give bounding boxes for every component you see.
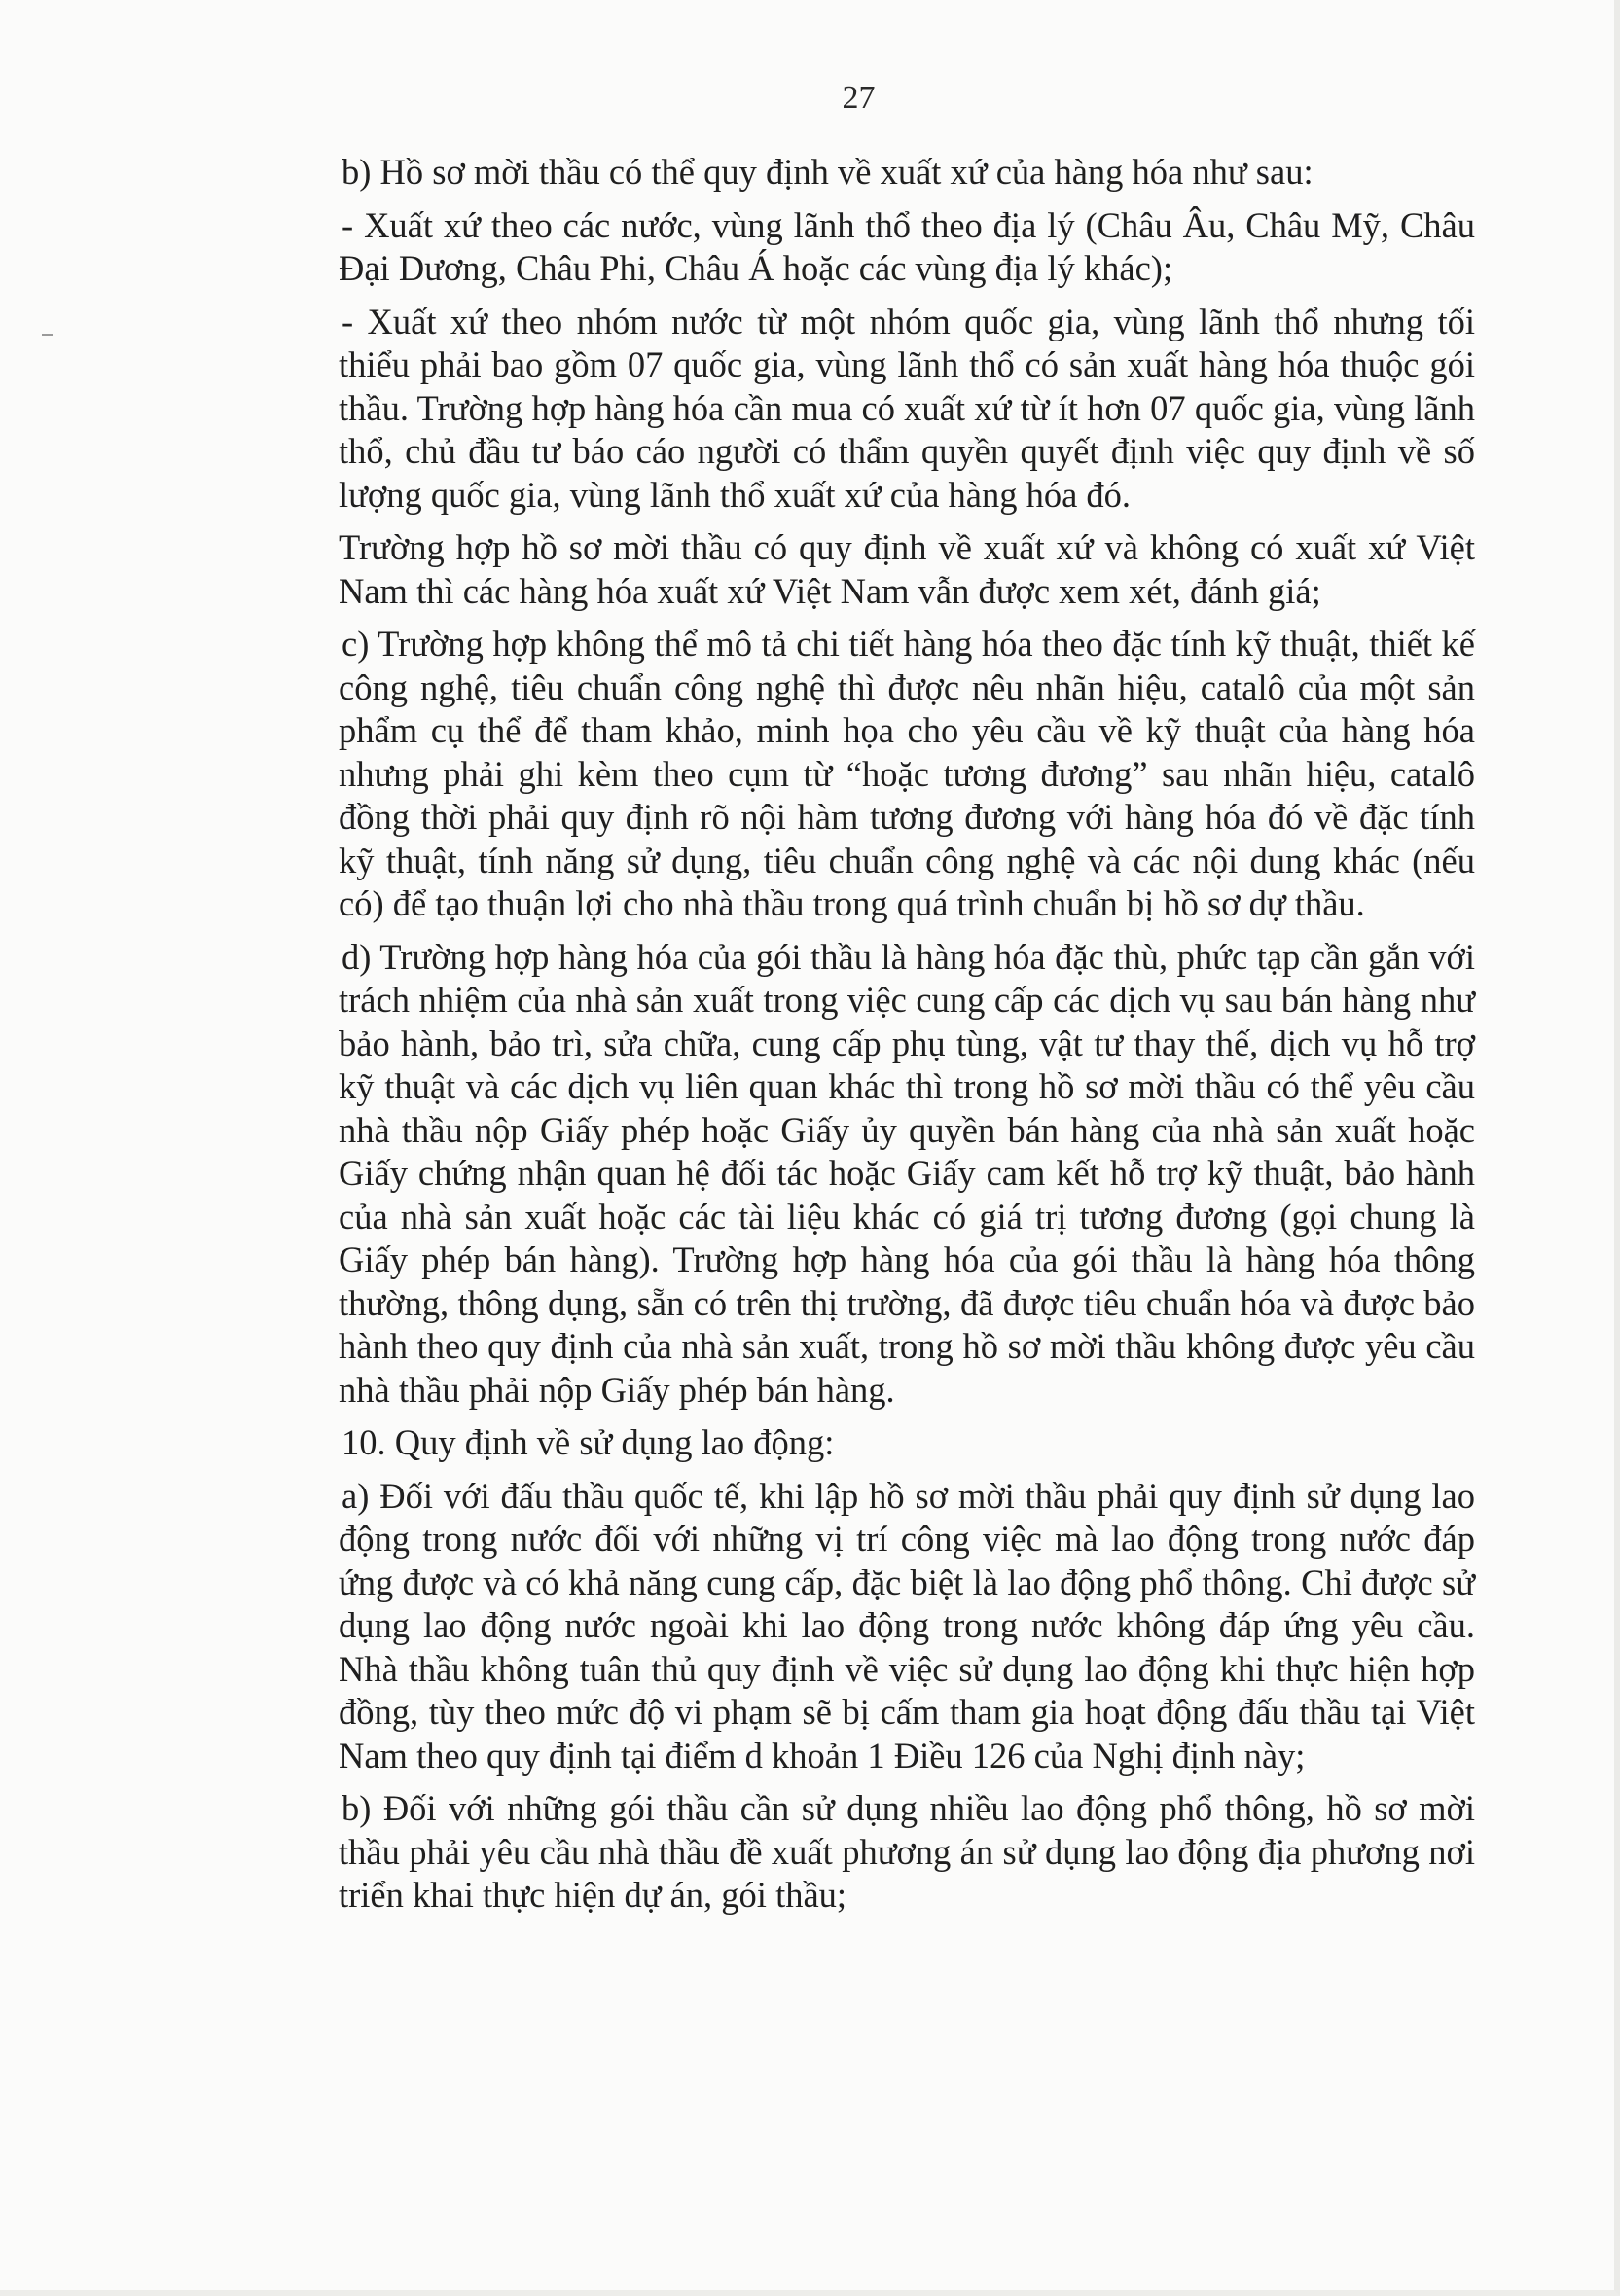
page-number: 27 (842, 80, 876, 116)
paragraph-c-brand-catalog: c) Trường hợp không thể mô tả chi tiết hàng hóa theo đặc tính kỹ thuật, thiết kế công nghệ, tiêu chuẩn công nghệ thì được nêu nhãn hiệu, catalô của một sản phẩm cụ thể để tham khảo, minh họa cho yêu cầu về kỹ thuật của hàng hóa nhưng phải ghi kèm theo cụm từ “hoặc tương đương” sau nhãn hiệu, catalô đồng thời phải quy định rõ nội hàm tương đương với hàng hóa đó về đặc tính kỹ thuật, tính năng sử dụng, tiêu chuẩn công nghệ và các nội dung khác (nếu có) để tạo thuận lợi cho nhà thầu trong quá trình chuẩn bị hồ sơ dự thầu. (339, 624, 1475, 923)
paragraph-a-international-bidding-labor: a) Đối với đấu thầu quốc tế, khi lập hồ sơ mời thầu phải quy định sử dụng lao động trong nước đối với những vị trí công việc mà lao động trong nước đáp ứng được và có khả năng cung cấp, đặc biệt là lao động phổ thông. Chỉ được sử dụng lao động nước ngoài khi lao động trong nước không đáp ứng yêu cầu. Nhà thầu không tuân thủ quy định về việc sử dụng lao động khi thực hiện hợp đồng, tùy theo mức độ vi phạm sẽ bị cấm tham gia hoạt động đấu thầu tại Việt Nam theo quy định tại điểm d khoản 1 Điều 126 của Nghị định này; (339, 1475, 1475, 1776)
paragraph-vietnam-origin: Trường hợp hồ sơ mời thầu có quy định về xuất xứ và không có xuất xứ Việt Nam thì các hàng hóa xuất xứ Việt Nam vẫn được xem xét, đánh giá; (339, 527, 1475, 611)
paragraph-d-sales-license: d) Trường hợp hàng hóa của gói thầu là hàng hóa đặc thù, phức tạp cần gắn với trách nhiệm của nhà sản xuất trong việc cung cấp các dịch vụ sau bán hàng như bảo hành, bảo trì, sửa chữa, cung cấp phụ tùng, vật tư thay thế, dịch vụ hỗ trợ kỹ thuật và các dịch vụ liên quan khác thì trong hồ sơ mời thầu có thể yêu cầu nhà thầu nộp Giấy phép hoặc Giấy ủy quyền bán hàng của nhà sản xuất hoặc Giấy chứng nhận quan hệ đối tác hoặc Giấy cam kết hỗ trợ kỹ thuật, bảo hành của nhà sản xuất hoặc các tài liệu khác có giá trị tương đương (gọi chung là Giấy phép bán hàng). Trường hợp hàng hóa của gói thầu là hàng hóa thông thường, thông dụng, sẵn có trên thị trường, đã được tiêu chuẩn hóa và được bảo hành theo quy định của nhà sản xuất, trong hồ sơ mời thầu không được yêu cầu nhà thầu phải nộp Giấy phép bán hàng. (339, 936, 1475, 1410)
section-10-labor-heading: 10. Quy định về sử dụng lao động: (342, 1422, 835, 1462)
paragraph-b-local-labor: b) Đối với những gói thầu cần sử dụng nhiều lao động phổ thông, hồ sơ mời thầu phải yêu cầu nhà thầu đề xuất phương án sử dụng lao động địa phương nơi triển khai thực hiện dự án, gói thầu; (339, 1788, 1475, 1915)
margin-mark (42, 334, 53, 336)
document-body (339, 151, 1475, 1927)
paragraph-b-origin-intro: b) Hồ sơ mời thầu có thể quy định về xuất xứ của hàng hóa như sau: (342, 152, 1314, 192)
paragraph-origin-by-region: - Xuất xứ theo các nước, vùng lãnh thổ theo địa lý (Châu Âu, Châu Mỹ, Châu Đại Dương, Châu Phi, Châu Á hoặc các vùng địa lý khác); (339, 204, 1475, 288)
paragraph-origin-by-country-group: - Xuất xứ theo nhóm nước từ một nhóm quốc gia, vùng lãnh thổ nhưng tối thiểu phải bao gồm 07 quốc gia, vùng lãnh thổ có sản xuất hàng hóa thuộc gói thầu. Trường hợp hàng hóa cần mua có xuất xứ từ ít hơn 07 quốc gia, vùng lãnh thổ, chủ đầu tư báo cáo người có thẩm quyền quyết định việc quy định về số lượng quốc gia, vùng lãnh thổ xuất xứ của hàng hóa đó. (339, 301, 1475, 515)
